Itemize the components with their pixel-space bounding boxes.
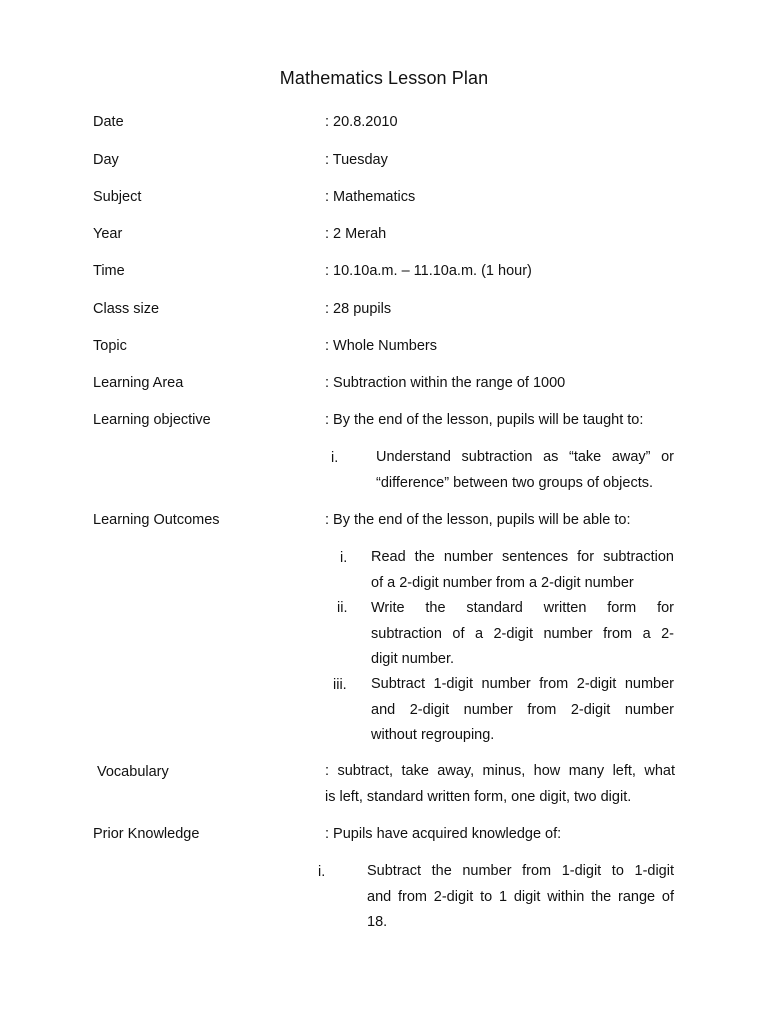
field-value-class-size: : 28 pupils	[325, 301, 392, 317]
field-value-time: : 10.10a.m. – 11.10a.m. (1 hour)	[325, 263, 532, 279]
field-label-class-size: Class size	[93, 301, 160, 317]
field-value-day: : Tuesday	[325, 152, 388, 168]
outcome-item-marker: iii.	[333, 677, 347, 693]
prior-knowledge-item-line: 18.	[367, 914, 388, 930]
outcome-item-line: Subtract 1-digit number from 2-digit number	[371, 676, 674, 692]
prior-knowledge-item-marker: i.	[318, 864, 326, 880]
field-value-subject: : Mathematics	[325, 189, 416, 205]
page-title: Mathematics Lesson Plan	[279, 68, 489, 88]
field-value-learning-objective: : By the end of the lesson, pupils will be taught to:	[325, 412, 644, 428]
field-value-prior-knowledge: : Pupils have acquired knowledge of:	[325, 826, 562, 842]
outcome-item-line: Read the number sentences for subtraction	[371, 549, 674, 565]
outcome-item-line: of a 2-digit number from a 2-digit number	[371, 574, 634, 591]
objective-item-text	[376, 445, 674, 496]
outcome-item-text	[371, 672, 674, 749]
field-label-learning-outcomes: Learning Outcomes	[93, 512, 220, 528]
objective-item-marker: i.	[331, 450, 339, 466]
outcome-item-line: Write the standard written form for	[371, 600, 674, 616]
outcome-item-line: without regrouping.	[371, 727, 495, 743]
field-value-vocabulary	[325, 759, 675, 810]
field-value-year: : 2 Merah	[325, 226, 387, 242]
field-label-subject: Subject	[93, 189, 142, 205]
outcome-item-marker: i.	[340, 550, 348, 566]
field-label-date: Date	[93, 114, 124, 130]
field-label-vocabulary: Vocabulary	[97, 764, 169, 780]
prior-knowledge-item-line: Subtract the number from 1-digit to 1-digit	[367, 863, 674, 879]
field-value-learning-outcomes: : By the end of the lesson, pupils will be able to:	[325, 512, 631, 528]
outcome-item-text	[371, 596, 674, 673]
prior-knowledge-item-line: and from 2-digit to 1 digit within the range of	[367, 888, 674, 905]
field-value-topic: : Whole Numbers	[325, 338, 438, 354]
outcome-item-line: and 2-digit number from 2-digit number	[371, 701, 674, 718]
field-label-topic: Topic	[93, 338, 127, 354]
outcome-item-marker: ii.	[337, 600, 348, 616]
field-label-year: Year	[93, 226, 123, 242]
field-value-date: : 20.8.2010	[325, 114, 398, 130]
outcome-item-text	[371, 545, 674, 596]
field-label-prior-knowledge: Prior Knowledge	[93, 826, 200, 842]
field-label-learning-area: Learning Area	[93, 375, 184, 391]
field-label-time: Time	[93, 263, 125, 279]
vocabulary-line: : subtract, take away, minus, how many left, what	[325, 763, 675, 779]
field-label-learning-objective: Learning objective	[93, 412, 211, 428]
objective-item-line: Understand subtraction as “take away” or	[376, 449, 674, 465]
prior-knowledge-item-text	[367, 859, 674, 936]
outcome-item-line: digit number.	[371, 651, 455, 667]
outcome-item-line: subtraction of a 2-digit number from a 2-	[371, 625, 674, 642]
vocabulary-line: is left, standard written form, one digit, two digit.	[325, 788, 632, 805]
field-label-day: Day	[93, 152, 119, 168]
objective-item-line: “difference” between two groups of objects.	[376, 474, 654, 491]
field-value-learning-area: : Subtraction within the range of 1000	[325, 375, 566, 391]
